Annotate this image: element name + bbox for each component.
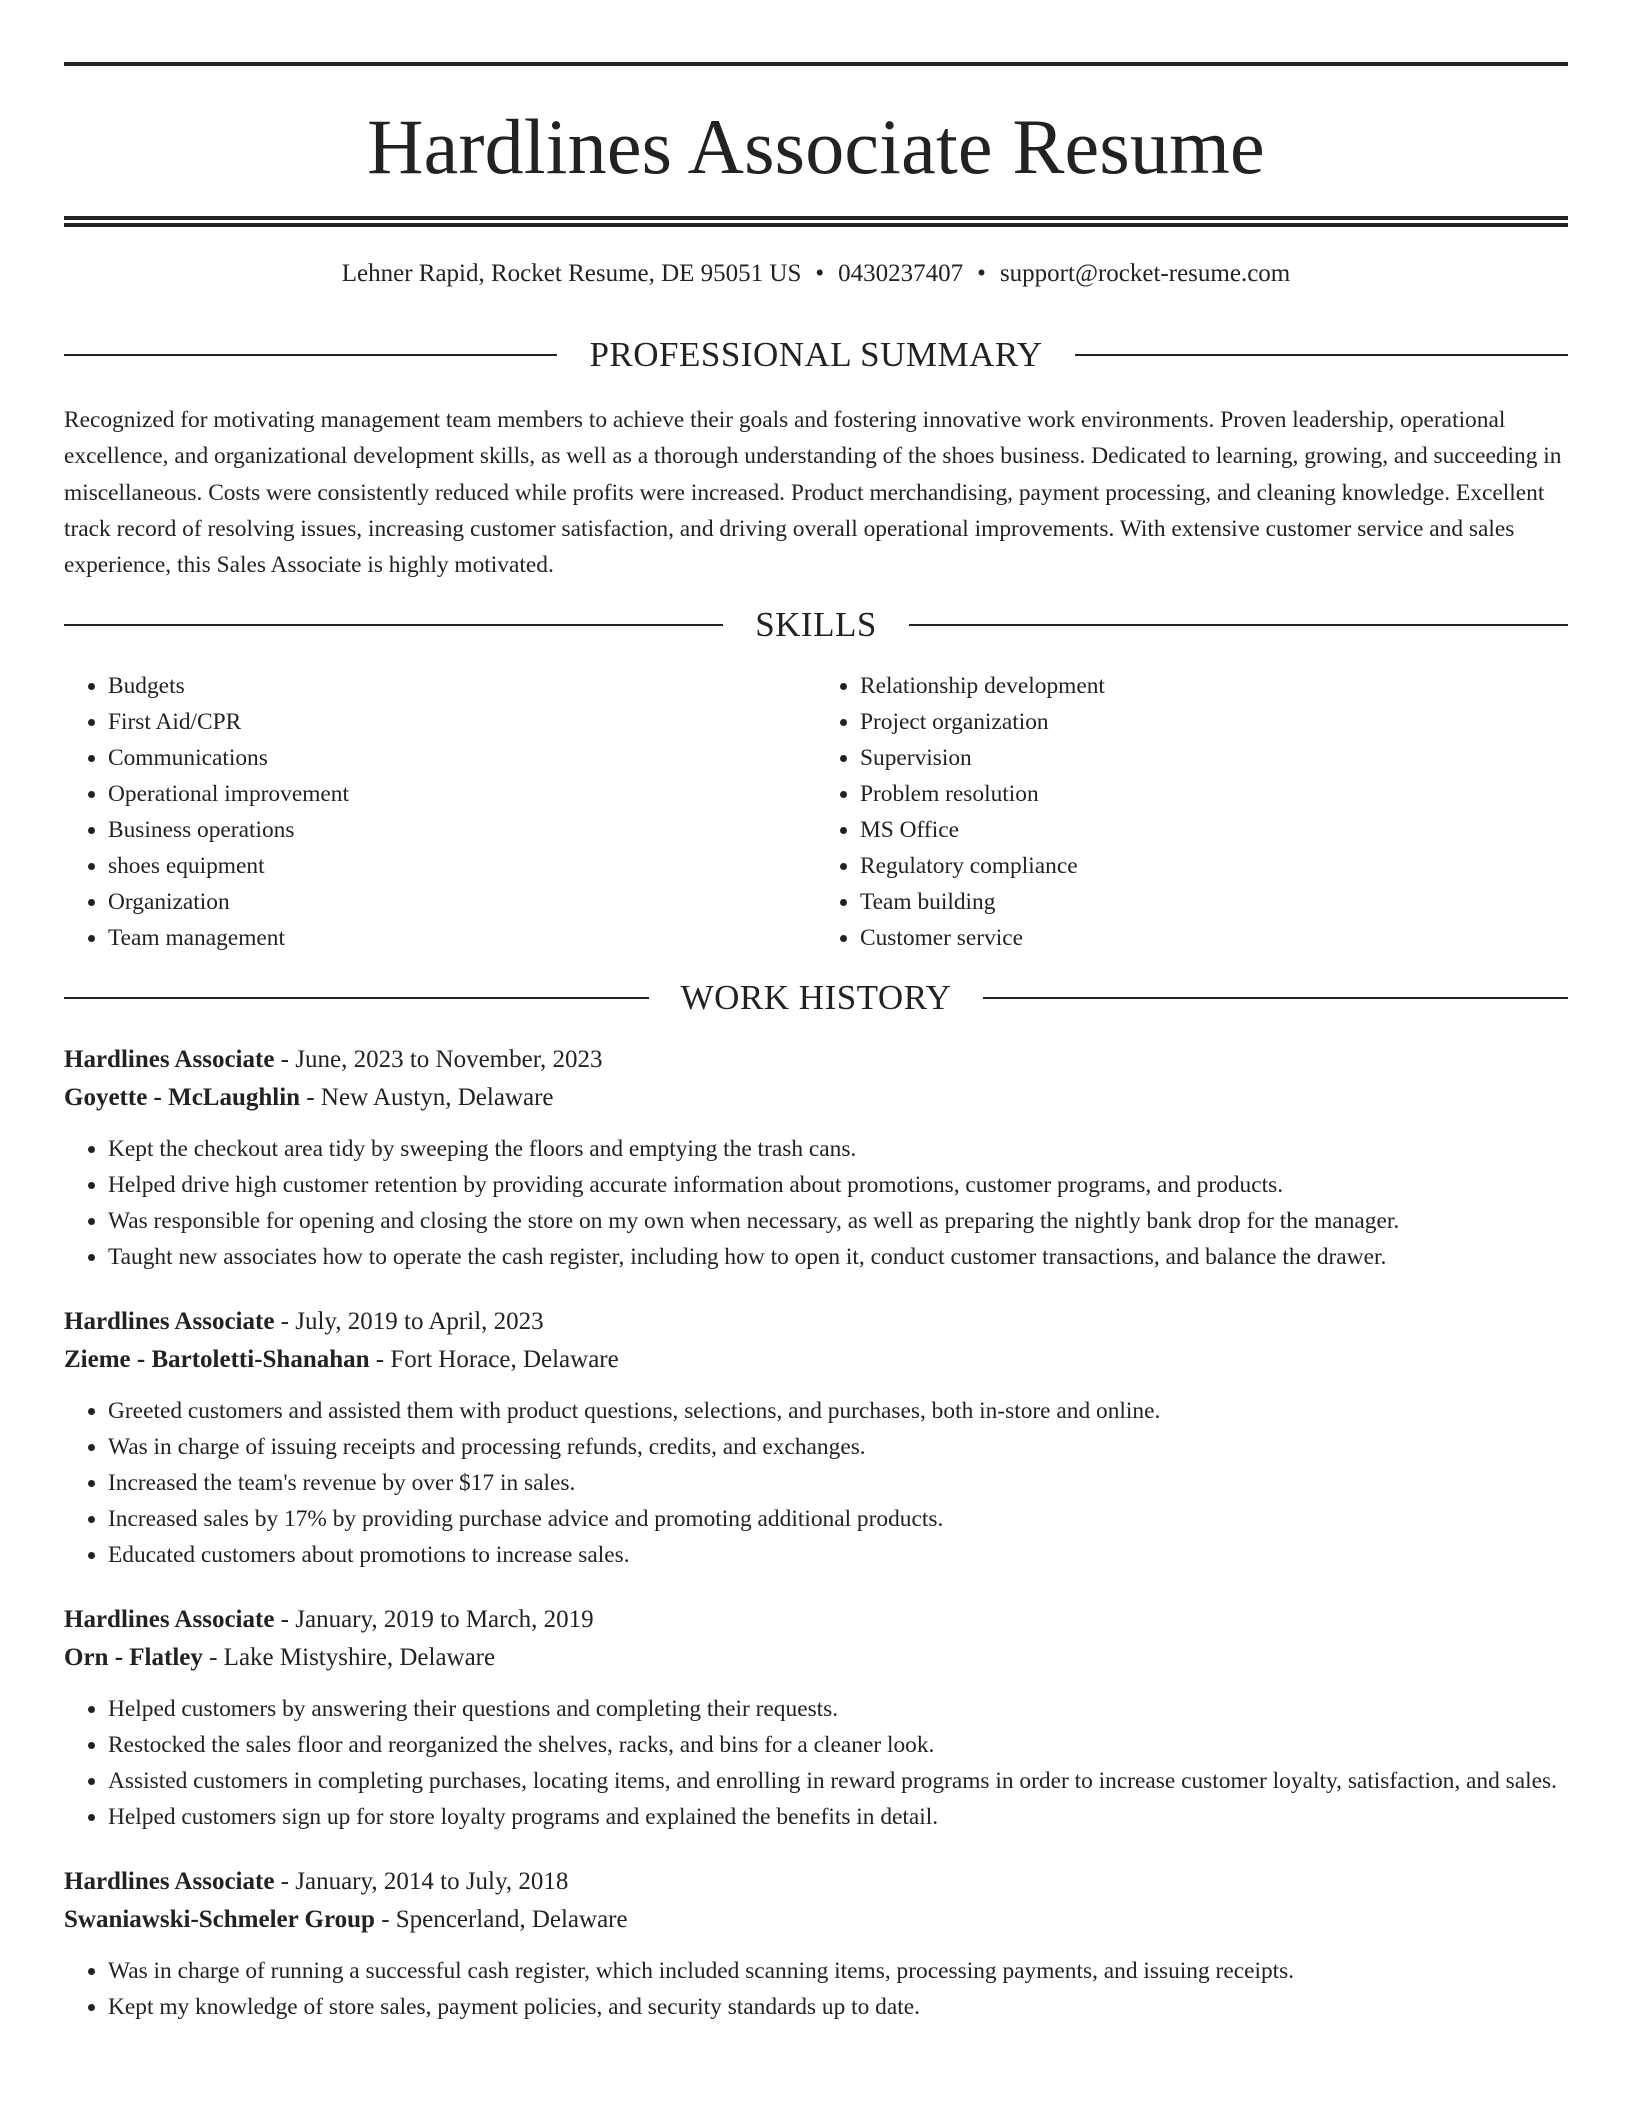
job-company-line (64, 1079, 1568, 1117)
list-item: • Increased the team's revenue by over $17 in sales. (108, 1465, 1568, 1501)
job-title: Hardlines Associate (64, 1868, 275, 1896)
job-entry (64, 1601, 1568, 1835)
list-item: • Was in charge of running a successful cash register, which included scanning items, processing payments, and issuing receipts. (108, 1953, 1568, 1989)
list-item: • Business operations (108, 812, 816, 848)
job-bullets (64, 1131, 1568, 1275)
list-item: • Kept the checkout area tidy by sweeping the floors and emptying the trash cans. (108, 1131, 1568, 1167)
list-item: • Project organization (860, 704, 1568, 740)
contact-line (64, 259, 1568, 289)
heading-rule-right (1075, 354, 1568, 356)
list-item: • Communications (108, 740, 816, 776)
resume-title: Hardlines Associate Resume (367, 103, 1265, 190)
job-bullets (64, 1691, 1568, 1835)
job-company: Zieme - Bartoletti-Shanahan (64, 1346, 370, 1374)
job-company-line (64, 1901, 1568, 1939)
job-title: Hardlines Associate (64, 1046, 275, 1074)
list-item: • Taught new associates how to operate the cash register, including how to open it, conduct customer transactions, and balance the drawer. (108, 1239, 1568, 1275)
top-rule (64, 62, 1568, 66)
list-item: • shoes equipment (108, 848, 816, 884)
job-company-line (64, 1639, 1568, 1677)
summary-heading-label: PROFESSIONAL SUMMARY (589, 335, 1043, 374)
list-item: • Educated customers about promotions to increase sales. (108, 1537, 1568, 1573)
job-bullets (64, 1393, 1568, 1573)
job-company: Goyette - McLaughlin (64, 1084, 301, 1112)
job-location: - Fort Horace, Delaware (369, 1346, 619, 1374)
title-double-rule (64, 216, 1568, 227)
skills-heading-label: SKILLS (755, 605, 877, 645)
job-entry (64, 1863, 1568, 2025)
job-entry (64, 1041, 1568, 1275)
list-item: • Greeted customers and assisted them with product questions, selections, and purchases, both in-store and online. (108, 1393, 1568, 1429)
list-item: • Kept my knowledge of store sales, payment policies, and security standards up to date. (108, 1989, 1568, 2025)
list-item: • Operational improvement (108, 776, 816, 812)
job-title-line (64, 1601, 1568, 1639)
contact-separator: • (977, 260, 986, 287)
heading-rule-left (64, 354, 557, 356)
list-item: • Customer service (860, 920, 1568, 956)
job-company: Orn - Flatley (64, 1644, 203, 1672)
list-item: • MS Office (860, 812, 1568, 848)
list-item: • Assisted customers in completing purchases, locating items, and enrolling in reward programs in order to increase customer loyalty, satisfaction, and sales. (108, 1763, 1568, 1799)
work-section-heading (64, 978, 1568, 1018)
list-item: • Regulatory compliance (860, 848, 1568, 884)
job-title-line (64, 1303, 1568, 1341)
job-dates: - July, 2019 to April, 2023 (274, 1308, 544, 1336)
work-history-list (64, 1041, 1568, 2025)
job-title: Hardlines Associate (64, 1606, 275, 1634)
heading-rule-left (64, 997, 649, 999)
job-bullets (64, 1953, 1568, 2025)
list-item: • Relationship development (860, 668, 1568, 704)
job-location: - Spencerland, Delaware (374, 1906, 628, 1934)
contact-separator: • (815, 260, 825, 287)
list-item: • Was responsible for opening and closing the store on my own when necessary, as well as preparing the nightly bank drop for the manager. (108, 1203, 1568, 1239)
heading-rule-right (909, 624, 1568, 626)
heading-rule-left (64, 624, 723, 626)
summary-section-heading (64, 337, 1568, 372)
skills-columns (64, 668, 1568, 956)
job-company: Swaniawski-Schmeler Group (64, 1906, 375, 1934)
job-location: - Lake Mistyshire, Delaware (202, 1644, 496, 1672)
list-item: • Team management (108, 920, 816, 956)
list-item: • Restocked the sales floor and reorganized the shelves, racks, and bins for a cleaner look. (108, 1727, 1568, 1763)
list-item: • Helped customers by answering their questions and completing their requests. (108, 1691, 1568, 1727)
job-dates: - January, 2019 to March, 2019 (274, 1606, 594, 1634)
job-dates: - January, 2014 to July, 2018 (274, 1868, 569, 1896)
list-item: • Organization (108, 884, 816, 920)
summary-text: Recognized for motivating management team members to achieve their goals and fostering innovative work environments. Proven leadership, operational excellence, and organizational development skills, as well as a thorough understanding of the shoes business. Dedicated to learning, growing, and succeeding in miscellaneous. Costs were consistently reduced while profits were increased. Product merchandising, payment processing, and cleaning knowledge. Excellent track record of resolving issues, increasing customer satisfaction, and driving overall operational improvements. With extensive customer service and sales experience, this Sales Associate is highly motivated. (64, 407, 1562, 579)
list-item: • Increased sales by 17% by providing purchase advice and promoting additional products. (108, 1501, 1568, 1537)
contact-email: support@rocket-resume.com (999, 260, 1291, 287)
skills-section-heading (64, 605, 1568, 645)
contact-phone: 0430237407 (838, 260, 964, 287)
job-dates: - June, 2023 to November, 2023 (274, 1046, 603, 1074)
list-item: • Team building (860, 884, 1568, 920)
job-title-line (64, 1041, 1568, 1079)
job-location: - New Austyn, Delaware (300, 1084, 554, 1112)
list-item: • Helped customers sign up for store loyalty programs and explained the benefits in detail. (108, 1799, 1568, 1835)
skills-list-left (64, 668, 816, 956)
job-title-line (64, 1863, 1568, 1901)
list-item: • Was in charge of issuing receipts and processing refunds, credits, and exchanges. (108, 1429, 1568, 1465)
list-item: • First Aid/CPR (108, 704, 816, 740)
list-item: • Budgets (108, 668, 816, 704)
heading-rule-right (983, 997, 1568, 999)
list-item: • Problem resolution (860, 776, 1568, 812)
job-company-line (64, 1341, 1568, 1379)
job-entry (64, 1303, 1568, 1573)
work-heading-label: WORK HISTORY (680, 978, 952, 1018)
list-item: • Supervision (860, 740, 1568, 776)
job-title: Hardlines Associate (64, 1308, 275, 1336)
contact-address: Lehner Rapid, Rocket Resume, DE 95051 US (341, 260, 802, 287)
skills-list-right (816, 668, 1568, 956)
list-item: • Helped drive high customer retention by providing accurate information about promotions, customer programs, and products. (108, 1167, 1568, 1203)
